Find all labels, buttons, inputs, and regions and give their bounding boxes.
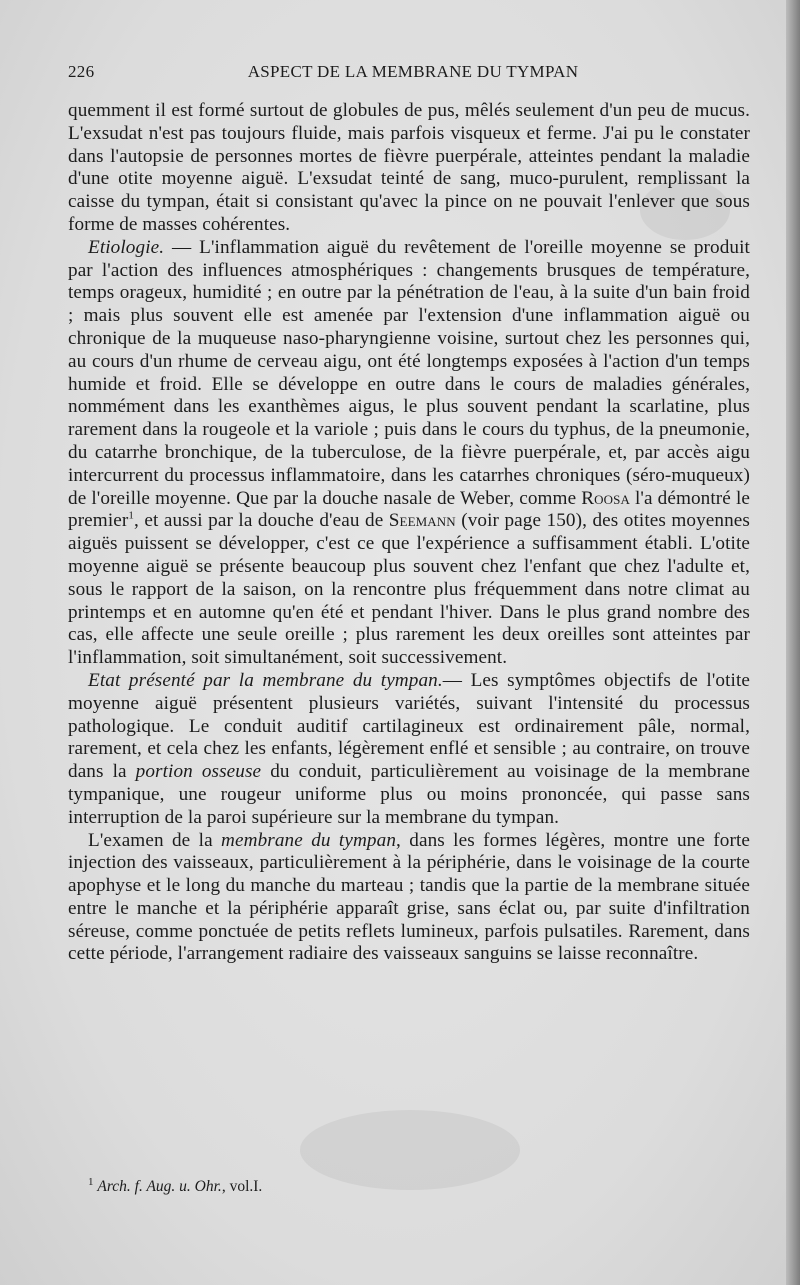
- italic-portion-osseuse: portion osseuse: [135, 761, 262, 783]
- footnote-ref-text: , vol.I.: [221, 1178, 263, 1195]
- italic-membrane-du-tympan: membrane du tympan: [221, 829, 397, 851]
- paragraph-1-text: quemment il est formé surtout de globules de pus, mêlés seulement d'un peu de mucus. L'exsudat n'est pas toujours fluide, mais parfois visqueux et ferme. J'ai pu le constater dans l'autopsie de personnes mortes de fièvre puerpérale, atteintes pendant la maladie d'une otite moyenne aiguë. L'exsudat teinté de sang, muco-purulent, remplissant la caisse du tympan, était si consistant qu'avec la pince on ne pouvait l'enlever que sous forme de masses cohérentes.: [68, 100, 750, 235]
- section-heading-etat: Etat présenté par la membrane du tympan.: [88, 669, 443, 691]
- paragraph-etiologie-text: — L'inflammation aiguë du revêtement de l'oreille moyenne se produit par l'action des influences atmosphériques : changements brusques de température, temps orageux, humidité ; en outre par la pénétration de l'eau, à la suite d'un bain froid ; mais plus souvent elle est amenée par l'extension d'une inflammation aiguë ou chronique de la muqueuse naso-pharyngienne voisine, surtout chez les personnes qui, au cours d'un rhume de cerveau aigu, ont été longtemps exposées à l'action d'un temps humide et froid. Elle se développe en outre dans le cours de maladies générales, nommément dans les exanthèmes aigus, le plus souvent pendant la scarlatine, plus rarement dans la rougeole et la variole ; puis dans le cours du typhus, de la pneumonie, du catarrhe bronchique, de la tuberculose, de la fièvre puerpérale, et, par accès aigu intercurrent du processus inflammatoire, dans les catarrhes chroniques (séro-muqueux) de l'oreille moyenne. Que par la douche nasale de Weber, comme: [68, 236, 750, 509]
- paragraph-etat-text-a: — Les symptômes objectifs de l'otite moyenne aiguë présentent plusieurs variétés, suivant l'intensité du processus pathologique. Le conduit auditif cartilagineux est ordinairement pâle, normal, rarement, et cela chez les enfants, légèrement enflé et sensible ; au contraire, on trouve dans la: [68, 669, 750, 783]
- page-number: 226: [68, 62, 95, 81]
- author-roosa: Roosa: [581, 487, 630, 509]
- paragraph-etiologie-text-d: (voir page 150), des otites moyennes aiguës puissent se développer, c'est ce que l'expérience a suffisamment établi. L'otite moyenne aiguë se présente beaucoup plus souvent chez l'enfant que chez l'adulte et, sous le rapport de la saison, on la rencontre plus fréquemment dans notre climat au printemps et en automne qu'en été et pendant l'hiver. Dans le plus grand nombre des cas, elle affecte une seule oreille ; plus rarement les deux oreilles sont atteintes par l'inflammation, soit simultanément, soit successivement.: [68, 510, 750, 669]
- page-edge-shadow: [786, 0, 800, 1285]
- paragraph-etat: [68, 670, 750, 830]
- paragraph-etiologie-text-b: l'a démontré le premier: [68, 487, 750, 532]
- paragraph-1: [68, 100, 750, 237]
- footnote-marker: 1: [88, 1175, 94, 1188]
- running-head: ASPECT DE LA MEMBRANE DU TYMPAN: [247, 62, 579, 81]
- footnote: [88, 1177, 688, 1197]
- author-seemann: Seemann: [388, 510, 456, 532]
- body-text: [68, 100, 750, 966]
- section-heading-etiologie: Etiologie.: [88, 236, 165, 258]
- paragraph-etat-text-b: du conduit, particulièrement au voisinage de la membrane tympanique, une rougeur uniforme plus ou moins prononcée, qui passe sans interruption de la paroi supérieure sur la membrane du tympan.: [68, 761, 750, 828]
- paragraph-examen-text-b: , dans les formes légères, montre une forte injection des vaisseaux, particulièrement à la périphérie, dans le voisinage de la courte apophyse et le long du manche du marteau ; tandis que la partie de la membrane située entre le manche et la périphérie apparaît grise, sans éclat ou, par suite d'infiltration séreuse, comme ponctuée de petits reflets lumineux, parfois pulsatiles. Rarement, dans cette période, l'arrangement radiaire des vaisseaux sanguins se laisse reconnaître.: [68, 829, 751, 965]
- footnote-reference: 1: [128, 509, 134, 522]
- paragraph-examen: [68, 830, 750, 967]
- paragraph-etiologie-text-c: , et aussi par la douche d'eau de: [133, 510, 389, 532]
- paragraph-examen-text-a: L'examen de la: [88, 829, 222, 851]
- paragraph-etiologie: [68, 237, 750, 670]
- page-header: [68, 62, 748, 86]
- footnote-ref-italic: Arch. f. Aug. u. Ohr.: [97, 1178, 222, 1195]
